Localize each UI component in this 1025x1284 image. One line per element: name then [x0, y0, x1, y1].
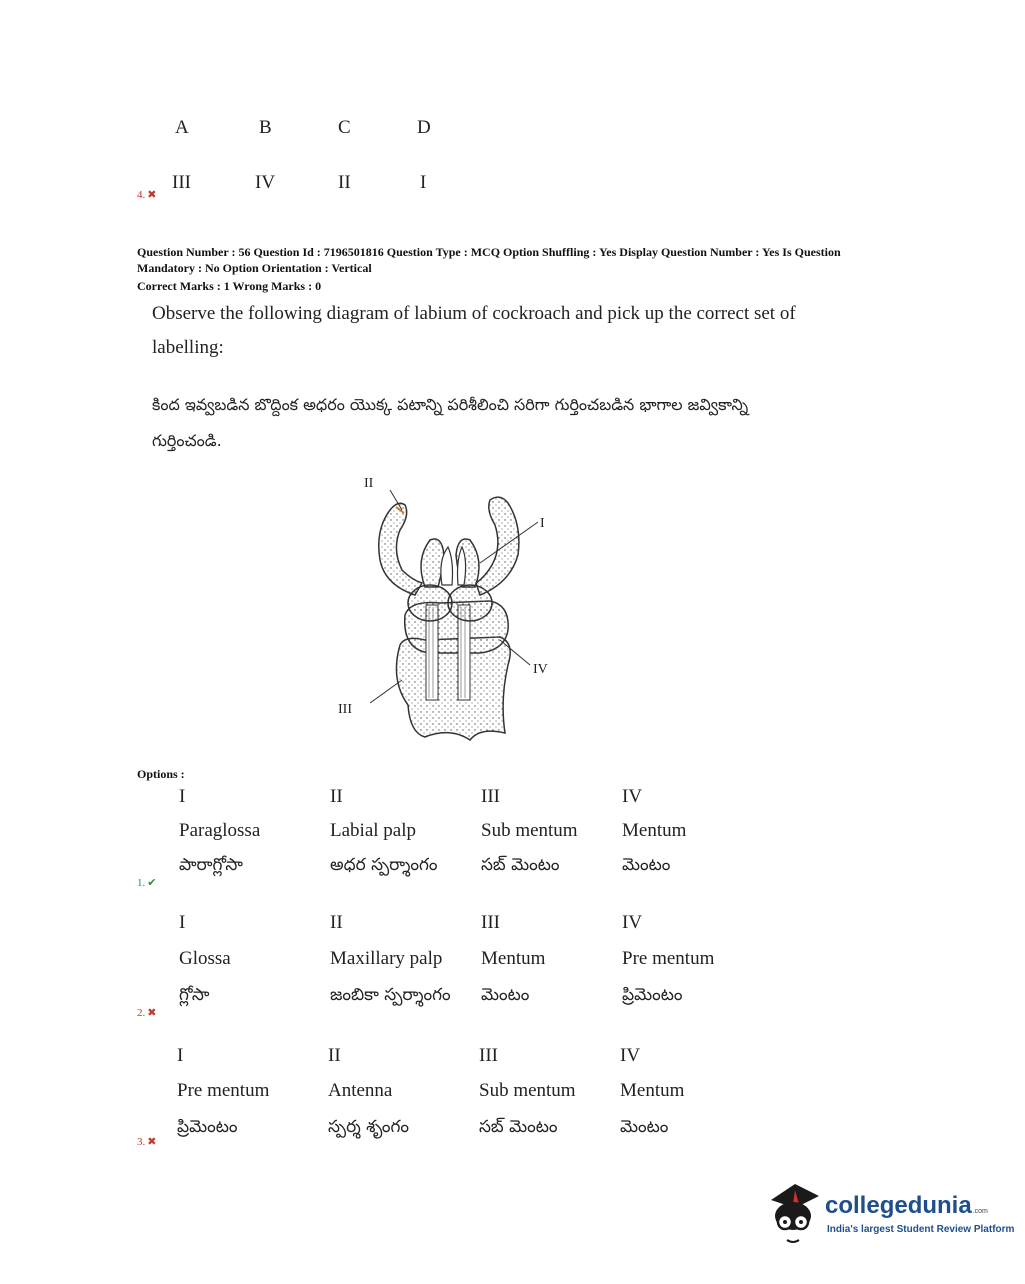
logo-name: collegedunia [825, 1192, 972, 1219]
option-1-telugu-iv: మెంటం [622, 855, 671, 875]
wrong-mark-icon: ✖ [147, 1007, 157, 1019]
option-2-english-iv: Pre mentum [622, 948, 715, 969]
collegedunia-logo[interactable] [765, 1178, 1015, 1250]
mascot-icon [765, 1178, 825, 1248]
diagram-label-iii: III [338, 702, 352, 717]
option-1-header-iv: IV [622, 786, 643, 807]
prev-header-c: C [338, 117, 351, 138]
prev-value-a: III [172, 172, 191, 193]
question-meta [137, 244, 937, 294]
diagram-label-iv: IV [533, 662, 548, 677]
option-3-english-iii: Sub mentum [479, 1080, 576, 1101]
option-3-telugu-i: ప్రిమెంటం [177, 1117, 238, 1137]
option-1-english-iv: Mentum [622, 820, 687, 841]
option-1-english-ii: Labial palp [330, 820, 416, 841]
option-3-english-iv: Mentum [620, 1080, 685, 1101]
option-1-header-i: I [179, 786, 186, 807]
option-2-number-text: 2. [137, 1007, 146, 1019]
option-1-english-i: Paraglossa [179, 820, 261, 841]
option-3-header-ii: II [328, 1045, 341, 1066]
labium-diagram [330, 465, 580, 750]
prev-value-b: IV [255, 172, 276, 193]
option-2-number [137, 1006, 156, 1019]
question-marks: Correct Marks : 1 Wrong Marks : 0 [137, 279, 322, 293]
option-3-english-ii: Antenna [328, 1080, 393, 1101]
option-2-telugu-iii: మెంటం [481, 985, 530, 1005]
option-2-english-ii: Maxillary palp [330, 948, 443, 969]
glossa [441, 547, 466, 585]
prev-header-d: D [417, 117, 431, 138]
option-3-header-iii: III [479, 1045, 498, 1066]
labium-drawing [330, 465, 580, 750]
prev-header-b: B [259, 117, 272, 138]
option-3-english-i: Pre mentum [177, 1080, 270, 1101]
options-label: Options : [137, 767, 185, 781]
logo-suffix: .com [972, 1208, 988, 1215]
option-2-header-i: I [179, 912, 186, 933]
stem-te-line2: గుర్తించండి. [152, 431, 222, 450]
question-stem-english [152, 297, 796, 365]
option-1-telugu-iii: సబ్ మెంటం [481, 855, 560, 875]
option-3-number [137, 1135, 156, 1148]
stem-en-line1: Observe the following diagram of labium of cockroach and pick up the correct set of [152, 303, 796, 324]
option-3-number-text: 3. [137, 1136, 146, 1148]
option-2-telugu-i: గ్లోసా [179, 985, 210, 1005]
prev-option-number-text: 4. [137, 189, 146, 201]
option-3-header-iv: IV [620, 1045, 641, 1066]
labial-palp-left [379, 503, 422, 595]
diagram-label-i: I [540, 516, 545, 531]
prev-value-d: I [420, 172, 427, 193]
question-meta-line2: Mandatory : No Option Orientation : Vertical [137, 261, 372, 275]
option-1-english-iii: Sub mentum [481, 820, 578, 841]
question-meta-line1: Question Number : 56 Question Id : 7196501816 Question Type : MCQ Option Shuffling : Yes Display Question Number : Yes Is Question [137, 245, 841, 259]
option-2-header-ii: II [330, 912, 343, 933]
option-2-header-iii: III [481, 912, 500, 933]
option-2-header-iv: IV [622, 912, 643, 933]
correct-mark-icon: ✔ [147, 877, 157, 889]
option-2-telugu-ii: జంబికా స్పర్శాంగం [330, 985, 451, 1005]
option-1-telugu-ii: అధర స్పర్శాంగం [330, 855, 438, 875]
option-3-header-i: I [177, 1045, 184, 1066]
paraglossa-left [421, 539, 444, 587]
option-3-telugu-iv: మెంటం [620, 1117, 669, 1137]
option-1-header-iii: III [481, 786, 500, 807]
option-2-english-i: Glossa [179, 948, 231, 969]
stem-te-line1: కింద ఇవ్వబడిన బొద్దింక అధరం యొక్క పటాన్ని పరిశీలించి సరిగా గుర్తించబడిన భాగాల జవ్వికాన్ని [152, 395, 749, 414]
logo-tagline: India's largest Student Review Platform [827, 1224, 1015, 1235]
option-3-telugu-ii: స్పర్శ శృంగం [328, 1117, 410, 1137]
question-stem-telugu [152, 387, 748, 459]
wrong-mark-icon: ✖ [147, 1136, 157, 1148]
prev-option-number [137, 188, 156, 201]
stem-en-line2: labelling: [152, 337, 224, 358]
labial-palp-right [476, 497, 519, 595]
prev-value-c: II [338, 172, 351, 193]
option-2-english-iii: Mentum [481, 948, 546, 969]
option-3-telugu-iii: సబ్ మెంటం [479, 1117, 558, 1137]
wrong-mark-icon: ✖ [147, 189, 157, 201]
option-1-header-ii: II [330, 786, 343, 807]
option-1-number [137, 876, 156, 889]
diagram-label-ii: II [364, 476, 374, 491]
option-2-telugu-iv: ప్రిమెంటం [622, 985, 683, 1005]
option-1-number-text: 1. [137, 877, 146, 889]
option-1-telugu-i: పారాగ్లోసా [179, 855, 243, 875]
prev-header-a: A [175, 117, 189, 138]
